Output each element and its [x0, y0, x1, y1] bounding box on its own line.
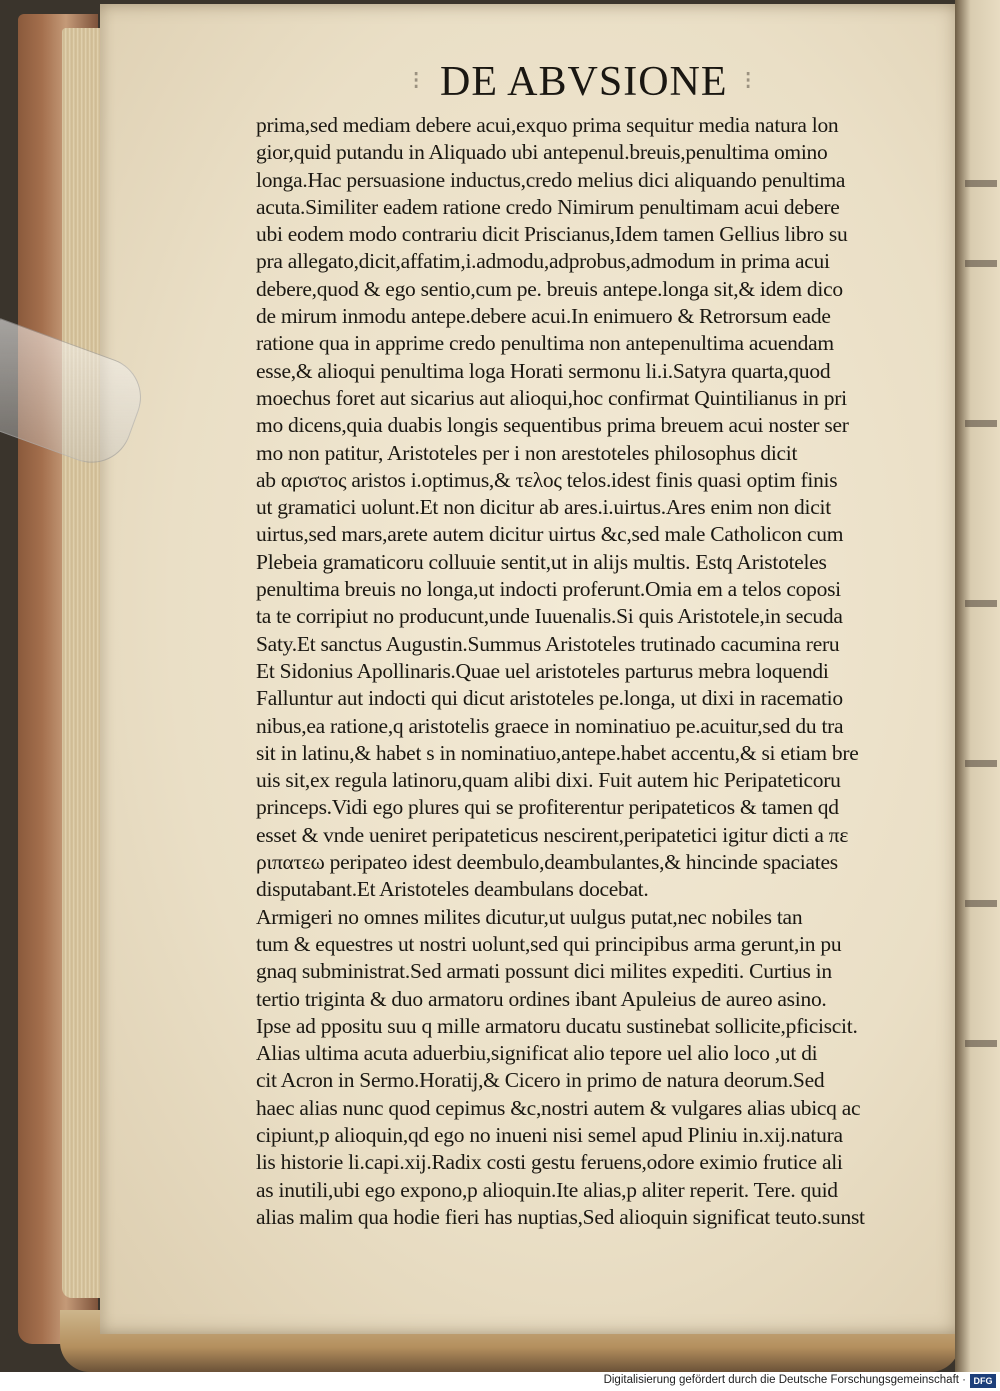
text-line: sit in latinu,& habet s in nominatiuo,antepe.habet accentu,& si etiam bre	[256, 740, 859, 765]
text-line: Et Sidonius Apollinaris.Quae uel aristoteles parturus mebra loquendi	[256, 658, 829, 683]
text-line: debere,quod & ego sentio,cum pe. breuis antepe.longa sit,& idem dico	[256, 276, 843, 301]
text-line: Saty.Et sanctus Augustin.Summus Aristoteles trutinado cacumina reru	[256, 631, 840, 656]
text-line: ta te corripiut no producunt,unde Iuuenalis.Si quis Aristotele,in secuda	[256, 604, 843, 629]
text-line: penultima breuis no longa,ut indocti proferunt.Omia em a telos coposi	[256, 577, 841, 602]
text-line: pra allegato,dicit,affatim,i.admodu,adprobus,admodum in prima acui	[256, 249, 830, 274]
text-line: Falluntur aut indocti qui dicut aristoteles pe.longa, ut dixi in racematio	[256, 686, 843, 711]
text-line: ab αριστος aristos i.optimus,& τελος telos.idest finis quasi optim finis	[256, 467, 838, 492]
footer-bar	[0, 1372, 1000, 1391]
text-line: gior,quid putandu in Aliquado ubi antepenul.breuis,penultima omino	[256, 140, 828, 165]
text-line: prima,sed mediam debere acui,exquo prima sequitur media natura lon	[256, 113, 839, 137]
text-line: esse,& alioqui penultima loga Horati sermonu li.i.Satyra quarta,quod	[256, 358, 831, 383]
text-line: Ipse ad ppositu suu q mille armatoru ducatu sustinebat sollicite,pficiscit.	[256, 1013, 858, 1038]
text-line: tertio triginta & duo armatoru ordines ibant Apuleius de aureo asino.	[256, 986, 827, 1011]
text-line: cit Acron in Sermo.Horatij,& Cicero in primo de natura deorum.Sed	[256, 1068, 825, 1093]
text-line: cipiunt,p alioquin,qd ego no inueni nisi semel apud Pliniu in.xij.natura	[256, 1122, 843, 1147]
text-line: princeps.Vidi ego plures qui se profiterentur peripateticos & tamen qd	[256, 795, 839, 820]
text-line: disputabant.Et Aristoteles deambulans docebat.	[256, 877, 649, 902]
running-head: DE ABVSIONE	[440, 59, 728, 105]
text-line: Plebeia gramaticoru colluuie sentit,ut in alijs multis. Estq Aristoteles	[256, 549, 827, 574]
text-line: ριπατεω peripateo idest deembulo,deambulantes,& hincinde spaciates	[256, 850, 838, 875]
text-line: Alias ultima acuta aduerbiu,significat alio tepore uel alio loco ,ut di	[256, 1041, 818, 1066]
text-line: ratione qua in apprime credo penultima non antepenultima acuendam	[256, 331, 834, 356]
dfg-logo: DFG	[970, 1374, 996, 1388]
text-line: alias malim qua hodie fieri has nuptias,Sed alioquin significat teuto.sunst	[256, 1204, 865, 1229]
text-line: mo dicens,quia duabis longis sequentibus prima breuem acui noster ser	[256, 413, 849, 438]
text-line: uis sit,ex regula latinoru,quam alibi dixi. Fuit autem hic Peripateticoru	[256, 768, 841, 793]
text-line: ut gramatici uolunt.Et non dicitur ab ares.i.uirtus.Ares enim non dicit	[256, 495, 831, 520]
facing-page-edge	[955, 0, 1000, 1372]
page-body-text	[256, 112, 916, 1231]
text-line: Armigeri no omnes milites dicutur,ut uulgus putat,nec nobiles tan	[256, 904, 803, 929]
text-line: gnaq subministrat.Sed armati possunt dici milites expediti. Curtius in	[256, 959, 832, 984]
head-ornament-left: ⁝	[412, 66, 421, 95]
text-line: longa.Hac persuasione inductus,credo melius dici aliquando penultima	[256, 167, 846, 192]
funding-credit: Digitalisierung gefördert durch die Deutsche Forschungsgemeinschaft ·	[603, 1374, 966, 1386]
text-line: acuta.Similiter eadem ratione credo Nimirum penultimam acui debere	[256, 194, 840, 219]
text-line: esset & vnde ueniret peripateticus nescirent,peripatetici igitur dicti a πε	[256, 822, 849, 847]
text-line: ubi eodem modo contrariu dicit Priscianus,Idem tamen Gellius libro su	[256, 222, 848, 247]
text-line: mo non patitur, Aristoteles per i non arestoteles philosophus dicit	[256, 440, 798, 465]
text-line: lis historie li.capi.xij.Radix costi gestu feruens,odore eximio frutice ali	[256, 1150, 843, 1175]
text-line: tum & equestres ut nostri uolunt,sed qui principibus arma gerunt,in pu	[256, 931, 842, 956]
text-line: uirtus,sed mars,arete autem dicitur uirtus &c,sed male Catholicon cum	[256, 522, 844, 547]
text-line: moechus foret aut sicarius aut alioqui,hoc confirmat Quintilianus in pri	[256, 385, 847, 410]
text-line: nibus,ea ratione,q aristotelis graece in nominatiuo pe.acuitur,sed du tra	[256, 713, 844, 738]
head-ornament-right: ⁝	[744, 66, 753, 95]
text-line: de mirum inmodu antepe.debere acui.In enimuero & Retrorsum eade	[256, 304, 831, 329]
text-line: haec alias nunc quod cepimus &c,nostri autem & vulgares alias ubicq ac	[256, 1095, 861, 1120]
text-line: as inutili,ubi ego expono,p alioquin.Ite alias,p aliter reperit. Tere. quid	[256, 1177, 838, 1202]
